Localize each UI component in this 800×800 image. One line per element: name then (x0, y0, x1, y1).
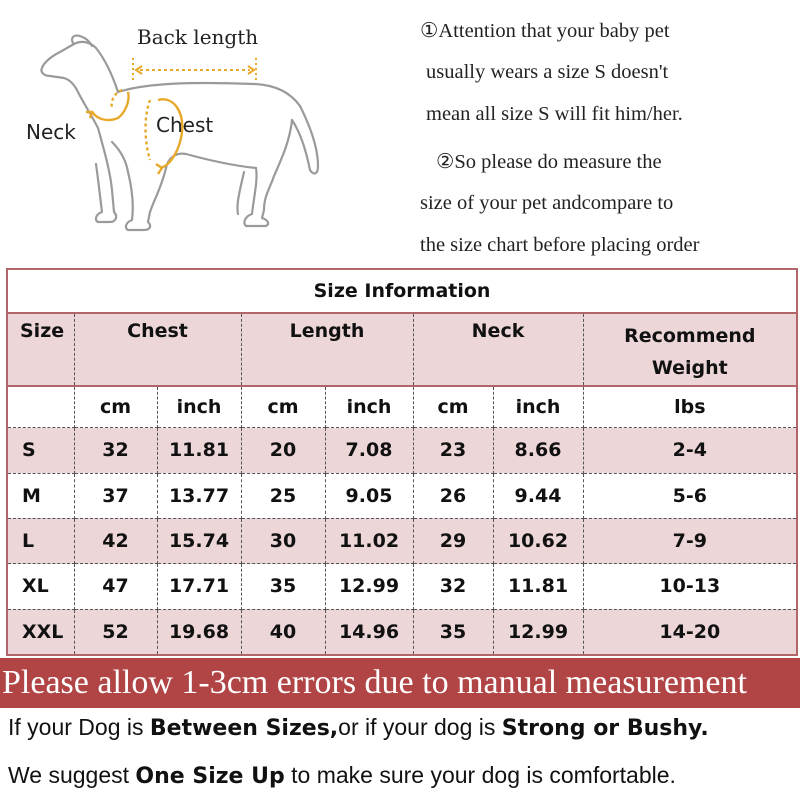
unit-cell: inch (493, 386, 583, 428)
value-cell: 10.62 (493, 518, 583, 563)
size-header: Size (7, 313, 74, 386)
size-cell: S (7, 428, 74, 473)
value-cell: 23 (413, 428, 493, 473)
advice-text: or if your dog is (338, 714, 502, 740)
note-line: ①Attention that your baby pet (420, 20, 670, 42)
advice-text: to make sure your dog is comfortable. (284, 762, 676, 788)
note-line: mean all size S will fit him/her. (426, 103, 683, 125)
back-length-label: Back length (137, 25, 259, 49)
value-cell: 32 (74, 428, 157, 473)
size-cell: XL (7, 564, 74, 609)
weight-header: Recommend Weight (583, 313, 797, 386)
table-row (7, 609, 797, 655)
note-line: ②So please do measure the (436, 151, 662, 173)
value-cell: 37 (74, 473, 157, 518)
neck-header: Neck (413, 313, 583, 386)
value-cell: 11.81 (493, 564, 583, 609)
note-line: size of your pet andcompare to (420, 192, 674, 214)
value-cell: 11.02 (325, 518, 413, 563)
advice-text: We suggest (8, 762, 136, 788)
sizing-advice-line-1 (8, 714, 709, 741)
value-cell: 12.99 (325, 564, 413, 609)
size-chart-table (6, 268, 798, 656)
advice-emphasis: One Size Up (135, 764, 285, 789)
value-cell: 29 (413, 518, 493, 563)
value-cell: 11.81 (157, 428, 241, 473)
chest-header: Chest (74, 313, 241, 386)
unit-cell: cm (241, 386, 325, 428)
unit-cell: inch (157, 386, 241, 428)
advice-text: If your Dog is (8, 714, 150, 740)
note-line: usually wears a size S doesn't (426, 61, 669, 83)
unit-cell: inch (325, 386, 413, 428)
value-cell: 14.96 (325, 609, 413, 655)
unit-cell: cm (74, 386, 157, 428)
size-cell: XXL (7, 609, 74, 655)
value-cell: 19.68 (157, 609, 241, 655)
value-cell: 35 (413, 609, 493, 655)
unit-cell (7, 386, 74, 428)
value-cell: 35 (241, 564, 325, 609)
value-cell: 13.77 (157, 473, 241, 518)
table-title: Size Information (7, 269, 797, 313)
value-cell: 9.05 (325, 473, 413, 518)
value-cell: 26 (413, 473, 493, 518)
value-cell: 15.74 (157, 518, 241, 563)
table-row (7, 518, 797, 563)
note-line: the size chart before placing order (420, 234, 700, 256)
table-row (7, 473, 797, 518)
value-cell: 42 (74, 518, 157, 563)
error-tolerance-banner: Please allow 1-3cm errors due to manual measurement (0, 658, 800, 708)
value-cell: 7.08 (325, 428, 413, 473)
size-cell: L (7, 518, 74, 563)
value-cell: 52 (74, 609, 157, 655)
unit-cell: lbs (583, 386, 797, 428)
advice-emphasis: Between Sizes, (149, 716, 339, 741)
value-cell: 30 (241, 518, 325, 563)
value-cell: 10-13 (583, 564, 797, 609)
value-cell: 2-4 (583, 428, 797, 473)
value-cell: 17.71 (157, 564, 241, 609)
value-cell: 9.44 (493, 473, 583, 518)
value-cell: 20 (241, 428, 325, 473)
sizing-advice-line-2 (8, 762, 676, 789)
value-cell: 14-20 (583, 609, 797, 655)
neck-label: Neck (26, 120, 76, 144)
dog-measurement-diagram (0, 0, 400, 265)
length-header: Length (241, 313, 413, 386)
table-row (7, 564, 797, 609)
size-cell: M (7, 473, 74, 518)
value-cell: 40 (241, 609, 325, 655)
value-cell: 32 (413, 564, 493, 609)
table-row (7, 428, 797, 473)
chest-label: Chest (156, 113, 214, 137)
advice-emphasis: Strong or Bushy. (501, 716, 709, 741)
value-cell: 47 (74, 564, 157, 609)
value-cell: 12.99 (493, 609, 583, 655)
value-cell: 25 (241, 473, 325, 518)
value-cell: 7-9 (583, 518, 797, 563)
unit-cell: cm (413, 386, 493, 428)
value-cell: 5-6 (583, 473, 797, 518)
value-cell: 8.66 (493, 428, 583, 473)
